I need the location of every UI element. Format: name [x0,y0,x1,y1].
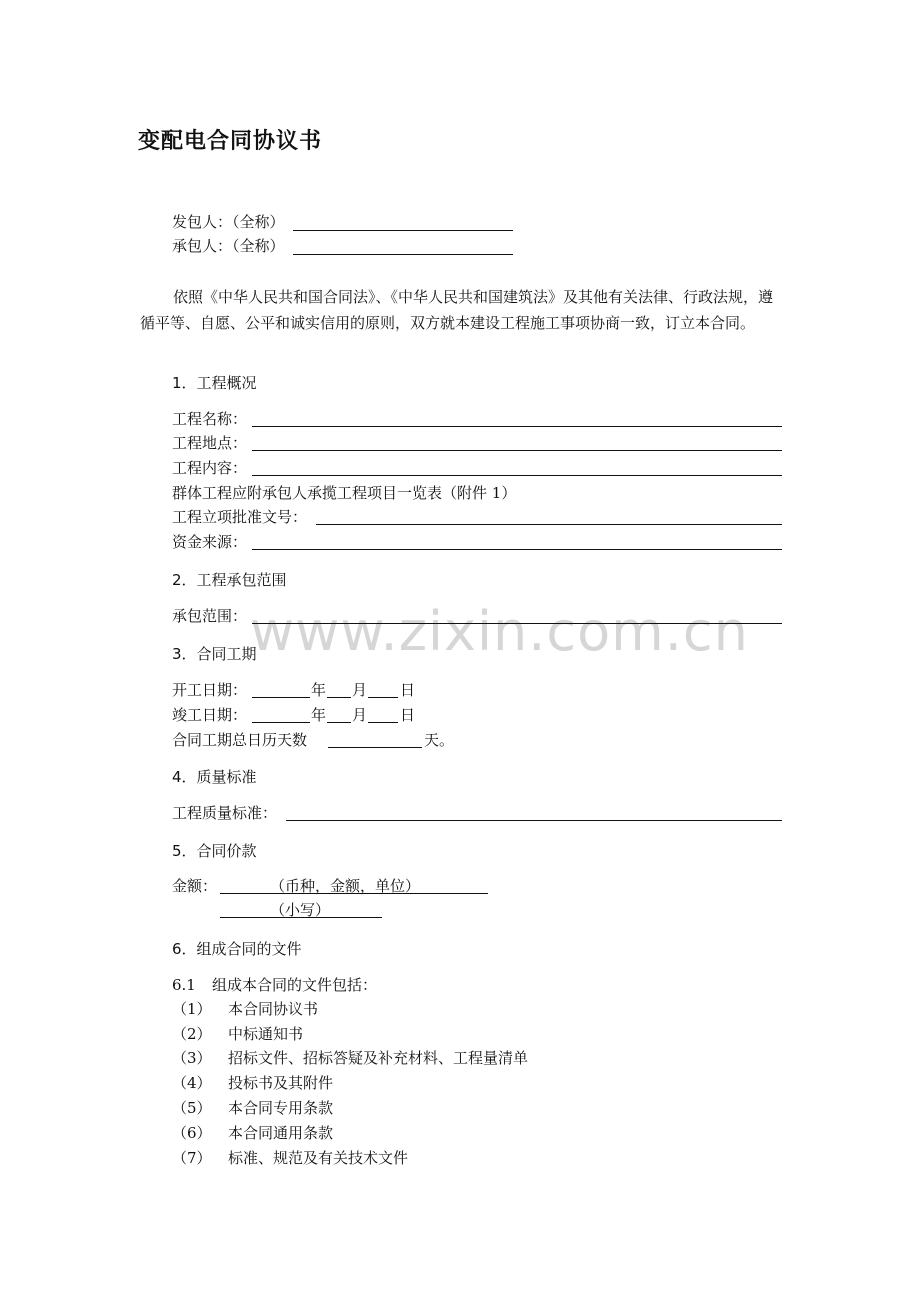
total-days-label: 合同工期总日历天数 [172,731,308,749]
finish-day-blank[interactable] [368,722,398,723]
approval-number-label: 工程立项批准文号： [172,508,308,526]
start-month-unit: 月 [352,681,368,699]
section-3-heading: 3．合同工期 [172,645,257,663]
list-item-text: 标准、规范及有关技术文件 [228,1149,409,1167]
funding-source-blank[interactable] [252,549,782,550]
list-item-number: （1） [172,1000,212,1018]
contractor-label: 承包人：（全称） [172,237,285,255]
start-date-label: 开工日期： [172,681,248,699]
employer-label: 发包人：（全称） [172,213,285,231]
group-project-note: 群体工程应附承包人承揽工程项目一览表（附件 1） [172,484,517,502]
section-4-heading: 4．质量标准 [172,768,257,786]
list-item-text: 招标文件、招标答疑及补充材料、工程量清单 [228,1049,529,1067]
project-name-label: 工程名称： [172,410,248,428]
list-item-number: （2） [172,1025,212,1043]
scope-label: 承包范围： [172,607,248,625]
start-day-unit: 日 [400,681,416,699]
list-item-number: （4） [172,1074,212,1092]
clause-6-1-number: 6.1 [172,976,196,994]
finish-day-unit: 日 [400,706,416,724]
clause-6-1-text: 组成本合同的文件包括： [212,976,378,994]
employer-blank[interactable] [293,230,513,231]
section-6-heading: 6．组成合同的文件 [172,940,302,958]
contractor-blank[interactable] [293,254,513,255]
total-days-blank[interactable] [328,747,422,748]
section-5-heading: 5．合同价款 [172,842,257,860]
total-days-suffix: 天。 [424,731,455,749]
project-name-blank[interactable] [252,426,782,427]
list-item-number: （7） [172,1149,212,1167]
list-item-text: 本合同专用条款 [228,1099,334,1117]
start-year-blank[interactable] [252,697,310,698]
project-location-label: 工程地点： [172,434,248,452]
project-location-blank[interactable] [252,450,782,451]
funding-source-label: 资金来源： [172,533,248,551]
finish-year-blank[interactable] [252,722,310,723]
finish-month-unit: 月 [352,706,368,724]
amount-small-note: （小写） [270,901,331,919]
quality-standard-label: 工程质量标准： [172,804,278,822]
project-content-label: 工程内容： [172,459,248,477]
scope-blank[interactable] [252,623,782,624]
watermark: www.zixin.com.cn [250,600,749,663]
list-item-text: 投标书及其附件 [228,1074,334,1092]
project-content-blank[interactable] [252,475,782,476]
preamble-paragraph: 依照《中华人民共和国合同法》、《中华人民共和国建筑法》及其他有关法律、行政法规，遵循平等、自愿、公平和诚实信用的原则，双方就本建设工程施工事项协商一致，订立本合同。 [140,288,774,332]
document-title: 变配电合同协议书 [138,129,323,154]
list-item-text: 本合同协议书 [228,1000,319,1018]
start-year-unit: 年 [311,681,327,699]
start-day-blank[interactable] [368,697,398,698]
list-item-number: （3） [172,1049,212,1067]
list-item-number: （5） [172,1099,212,1117]
finish-date-label: 竣工日期： [172,706,248,724]
approval-number-blank[interactable] [316,524,782,525]
quality-standard-blank[interactable] [286,820,782,821]
list-item-text: 中标通知书 [228,1025,304,1043]
amount-note: （币种，金额，单位） [270,877,421,895]
list-item-text: 本合同通用条款 [228,1124,334,1142]
list-item-number: （6） [172,1124,212,1142]
section-2-heading: 2．工程承包范围 [172,571,287,589]
start-month-blank[interactable] [327,697,351,698]
finish-year-unit: 年 [311,706,327,724]
section-1-heading: 1．工程概况 [172,374,257,392]
amount-label: 金额： [172,877,218,895]
finish-month-blank[interactable] [327,722,351,723]
